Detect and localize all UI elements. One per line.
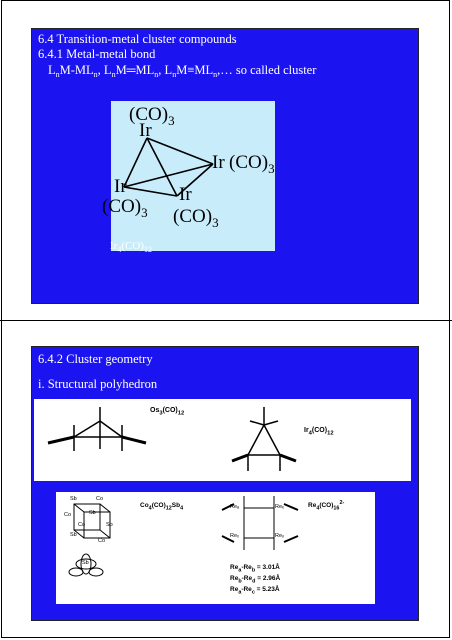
- co4co12sb4-label: $Co_4(CO)_{12}Sb_4$: [140, 502, 184, 512]
- slide-heading: 6.4.2 Cluster geometry: [38, 352, 153, 366]
- os3co12-label: $Os_3(CO)_{12}$: [150, 407, 185, 417]
- cube-atom-label: Co: [78, 522, 86, 528]
- re-atom-label: Reₑ: [275, 504, 285, 510]
- orbital-atom-label: Sb: [82, 560, 89, 566]
- cube-atom-label: Sb: [106, 522, 113, 528]
- ligand-top: $(CO)_3$: [129, 104, 175, 128]
- re-atom-label: Reₓ: [230, 533, 239, 539]
- cube-atom-label: Sb: [89, 510, 96, 516]
- ir4co12-label: $Ir_4(CO)_{12}$: [304, 427, 334, 437]
- list-item-structural-polyhedron: i. Structural polyhedron: [38, 377, 158, 391]
- re4co16-label: $Re_4(CO)_{16}^{2-}$: [308, 500, 345, 512]
- slide-metal-metal-bond: [31, 28, 419, 304]
- molecule-caption: $Ir_4(CO)_{12}$: [110, 240, 152, 254]
- slide-cluster-geometry: [31, 346, 419, 621]
- ligand-bottom: $(CO)_3$: [173, 206, 219, 230]
- cube-atom-label: Sb: [70, 496, 77, 502]
- panel-os3-ir4: [34, 399, 411, 481]
- ir-atom-right: Ir: [212, 152, 225, 173]
- bond-length-ab: $Re_a-Re_b$ = 3.01Å: [230, 564, 280, 574]
- ligand-right: $(CO)_3$: [229, 152, 275, 176]
- bond-length-bd: $Re_b-Re_d$ = 2.96Å: [230, 575, 281, 585]
- cube-atom-label: Sb: [70, 532, 77, 538]
- bond-formula-line: $L_nM-ML_n$, $L_nM═ML_n$, $L_nM\equiv ML_n,\dots$ so called cluster: [48, 63, 317, 79]
- ligand-left: $(CO)_3$: [102, 196, 148, 220]
- cube-atom-label: Co: [98, 538, 106, 544]
- slide-subheading: 6.4.1 Metal-metal bond: [38, 47, 156, 61]
- page-divider: [0, 320, 452, 321]
- bond-length-ac: $Re_a-Re_c$ = 5.23Å: [230, 586, 280, 596]
- cube-atom-label: Co: [64, 512, 72, 518]
- cube-atom-label: Co: [96, 496, 104, 502]
- re-atom-label: Reₒ: [275, 533, 285, 539]
- ir-atom-left: Ir: [114, 176, 127, 197]
- ir-atom-top: Ir: [139, 120, 152, 141]
- slide-heading: 6.4 Transition-metal cluster compounds: [38, 32, 237, 46]
- panel-co4sb4-re4: [56, 492, 375, 604]
- os3-ir4-structures: [34, 399, 411, 481]
- ir-atom-bottom: Ir: [179, 184, 192, 205]
- re-atom-label: Reₐ: [230, 504, 240, 510]
- ir4co12-structure: [102, 101, 275, 251]
